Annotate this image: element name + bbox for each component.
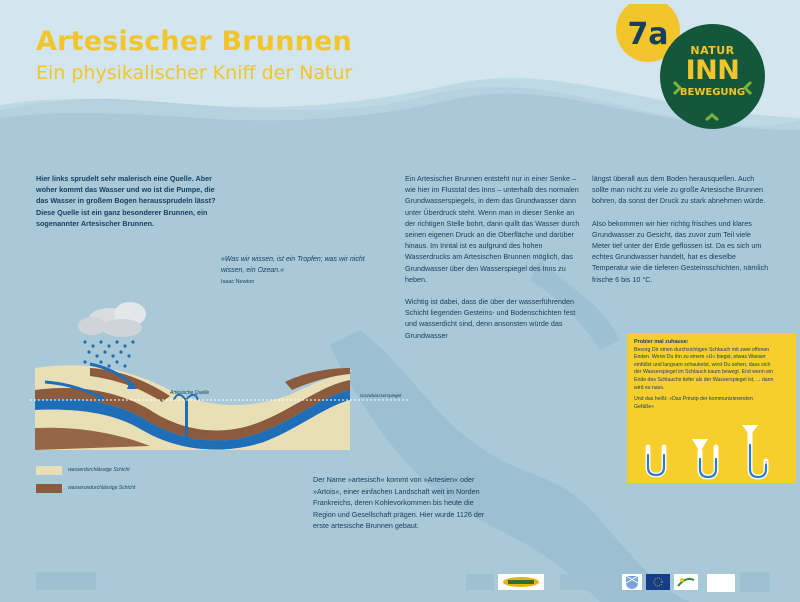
groundwater-label: Grundwasserspiegel [360, 393, 402, 398]
tip-heading: Probier mal zuhause: [634, 339, 689, 345]
legend-label-permeable: wasserdurchlässige Schicht [68, 467, 130, 473]
tip-text: Besorg Dir einen durchsichtigen Schlauch mit zwei offenen Enden. Wenn Du ihn zu einem »U« biegst, etwas Wasser einfüllst und langsam schaukelst, wirst Du sehen, dass sich der Wasserspiegel im Schlauch kaum bewegt. Erst wenn ein Ende des Schlauchs tiefer als der Wasserspiegel ist, ... dann wird es nass. [634, 346, 774, 391]
intro-text: Hier links sprudelt sehr malerisch eine Quelle. Aber woher kommt das Wasser und wo ist die Pumpe, die das Wasser in großem Bogen heraussprudeln lässt? Diese Quelle ist ein ganz besonderer Brunnen, ein sogenannter Artesischer Brunnen. [36, 174, 216, 228]
footer-program-text [560, 574, 618, 590]
eu-flag-logo [646, 574, 670, 590]
footer-imprint [36, 572, 96, 590]
partner-logo [707, 574, 735, 592]
footer-credits [466, 574, 494, 590]
page-title: Artesischer Brunnen [36, 26, 352, 57]
legend-label-impermeable: wasserundurchlässige Schicht [68, 485, 136, 491]
origin-text: Der Name »artesisch« kommt von »Artesien« oder »Artois«, einer einfachen Landschaft weit im Norden Frankreichs, deren Kohlevorkommen bis heute die Region und Gesellschaft prägen. Hier wurde 1126 der erste artesische Brunnen gebaut. [313, 475, 485, 530]
body-paragraph: Wichtig ist dabei, dass die über der wasserführenden Schicht liegenden Gesteins- und Bodenschichten fest und wasserdicht sind, denn ansonsten würde das Grundwasser [405, 297, 576, 340]
tip-content [634, 339, 774, 415]
communicating-vessels-illustration [640, 425, 790, 480]
page-subtitle: Ein physikalischer Kniff der Natur [36, 62, 353, 84]
logo-arrows-icon [660, 24, 765, 129]
artesian-well-diagram [30, 300, 410, 450]
quote-text: »Was wir wissen, ist ein Tropfen; was wir nicht wissen, ein Ozean.« [221, 256, 365, 274]
body-paragraph: Also bekommen wir hier richtig frisches und klares Grundwasser zu Gesicht, das zuvor zum Teil viele Meter tief unter der Erde geflossen ist. Da es sich um echtes Grundwasser handelt, hat es dieselbe Temperatur wie die tieferen Gesteinsschichten, nämlich frische 6 bis 10 °C. [592, 218, 769, 284]
leader-logo [674, 574, 698, 590]
body-column-2 [592, 173, 770, 296]
legend-swatch-impermeable [36, 484, 62, 493]
legend-swatch-permeable [36, 466, 62, 475]
rain-cloud-icon [78, 302, 146, 337]
body-paragraph: Ein Artesischer Brunnen entsteht nur in einer Senke – wie hier im Flusstal des Inns – unterhalb des normalen Grundwasserspiegels, in dem das Grundwasser dann unter Überdruck steht. Wenn man in dieser Senke an der richtigen Stelle bohrt, dann quillt das Wasser durch seinen eigenen Druck an die Oberfläche und darüber hinaus. Im Inntal ist es aufgrund des hohen Wasserdrucks am Artesischen Brunnen möglich, das Grundwasser über den Wasserspiegel des Inns zu heben. [405, 174, 580, 284]
spring-label: Artesische Quelle [170, 390, 210, 396]
logo-line-inn: INN [685, 55, 740, 86]
logo-line-bewegung: BEWEGUNG [679, 87, 746, 98]
tip-principle: Und das heißt: »Das Prinzip der kommunizierenden Gefäße« [634, 396, 753, 410]
bavaria-coat-of-arms-logo [622, 574, 642, 590]
body-column-1 [405, 173, 580, 352]
quote-author: Isaac Newton [221, 279, 255, 285]
body-paragraph: längst überall aus dem Boden herausquellen. Auch sollte man nicht zu viele zu große Artesische Brunnen bohren, da sonst der Druck zu stark abnehmen würde. [592, 174, 766, 206]
logo-line-natur: NATUR [690, 44, 735, 57]
station-number: 7a [627, 17, 669, 52]
footer-partner-text [740, 572, 770, 592]
sponsor-logo [498, 574, 544, 590]
